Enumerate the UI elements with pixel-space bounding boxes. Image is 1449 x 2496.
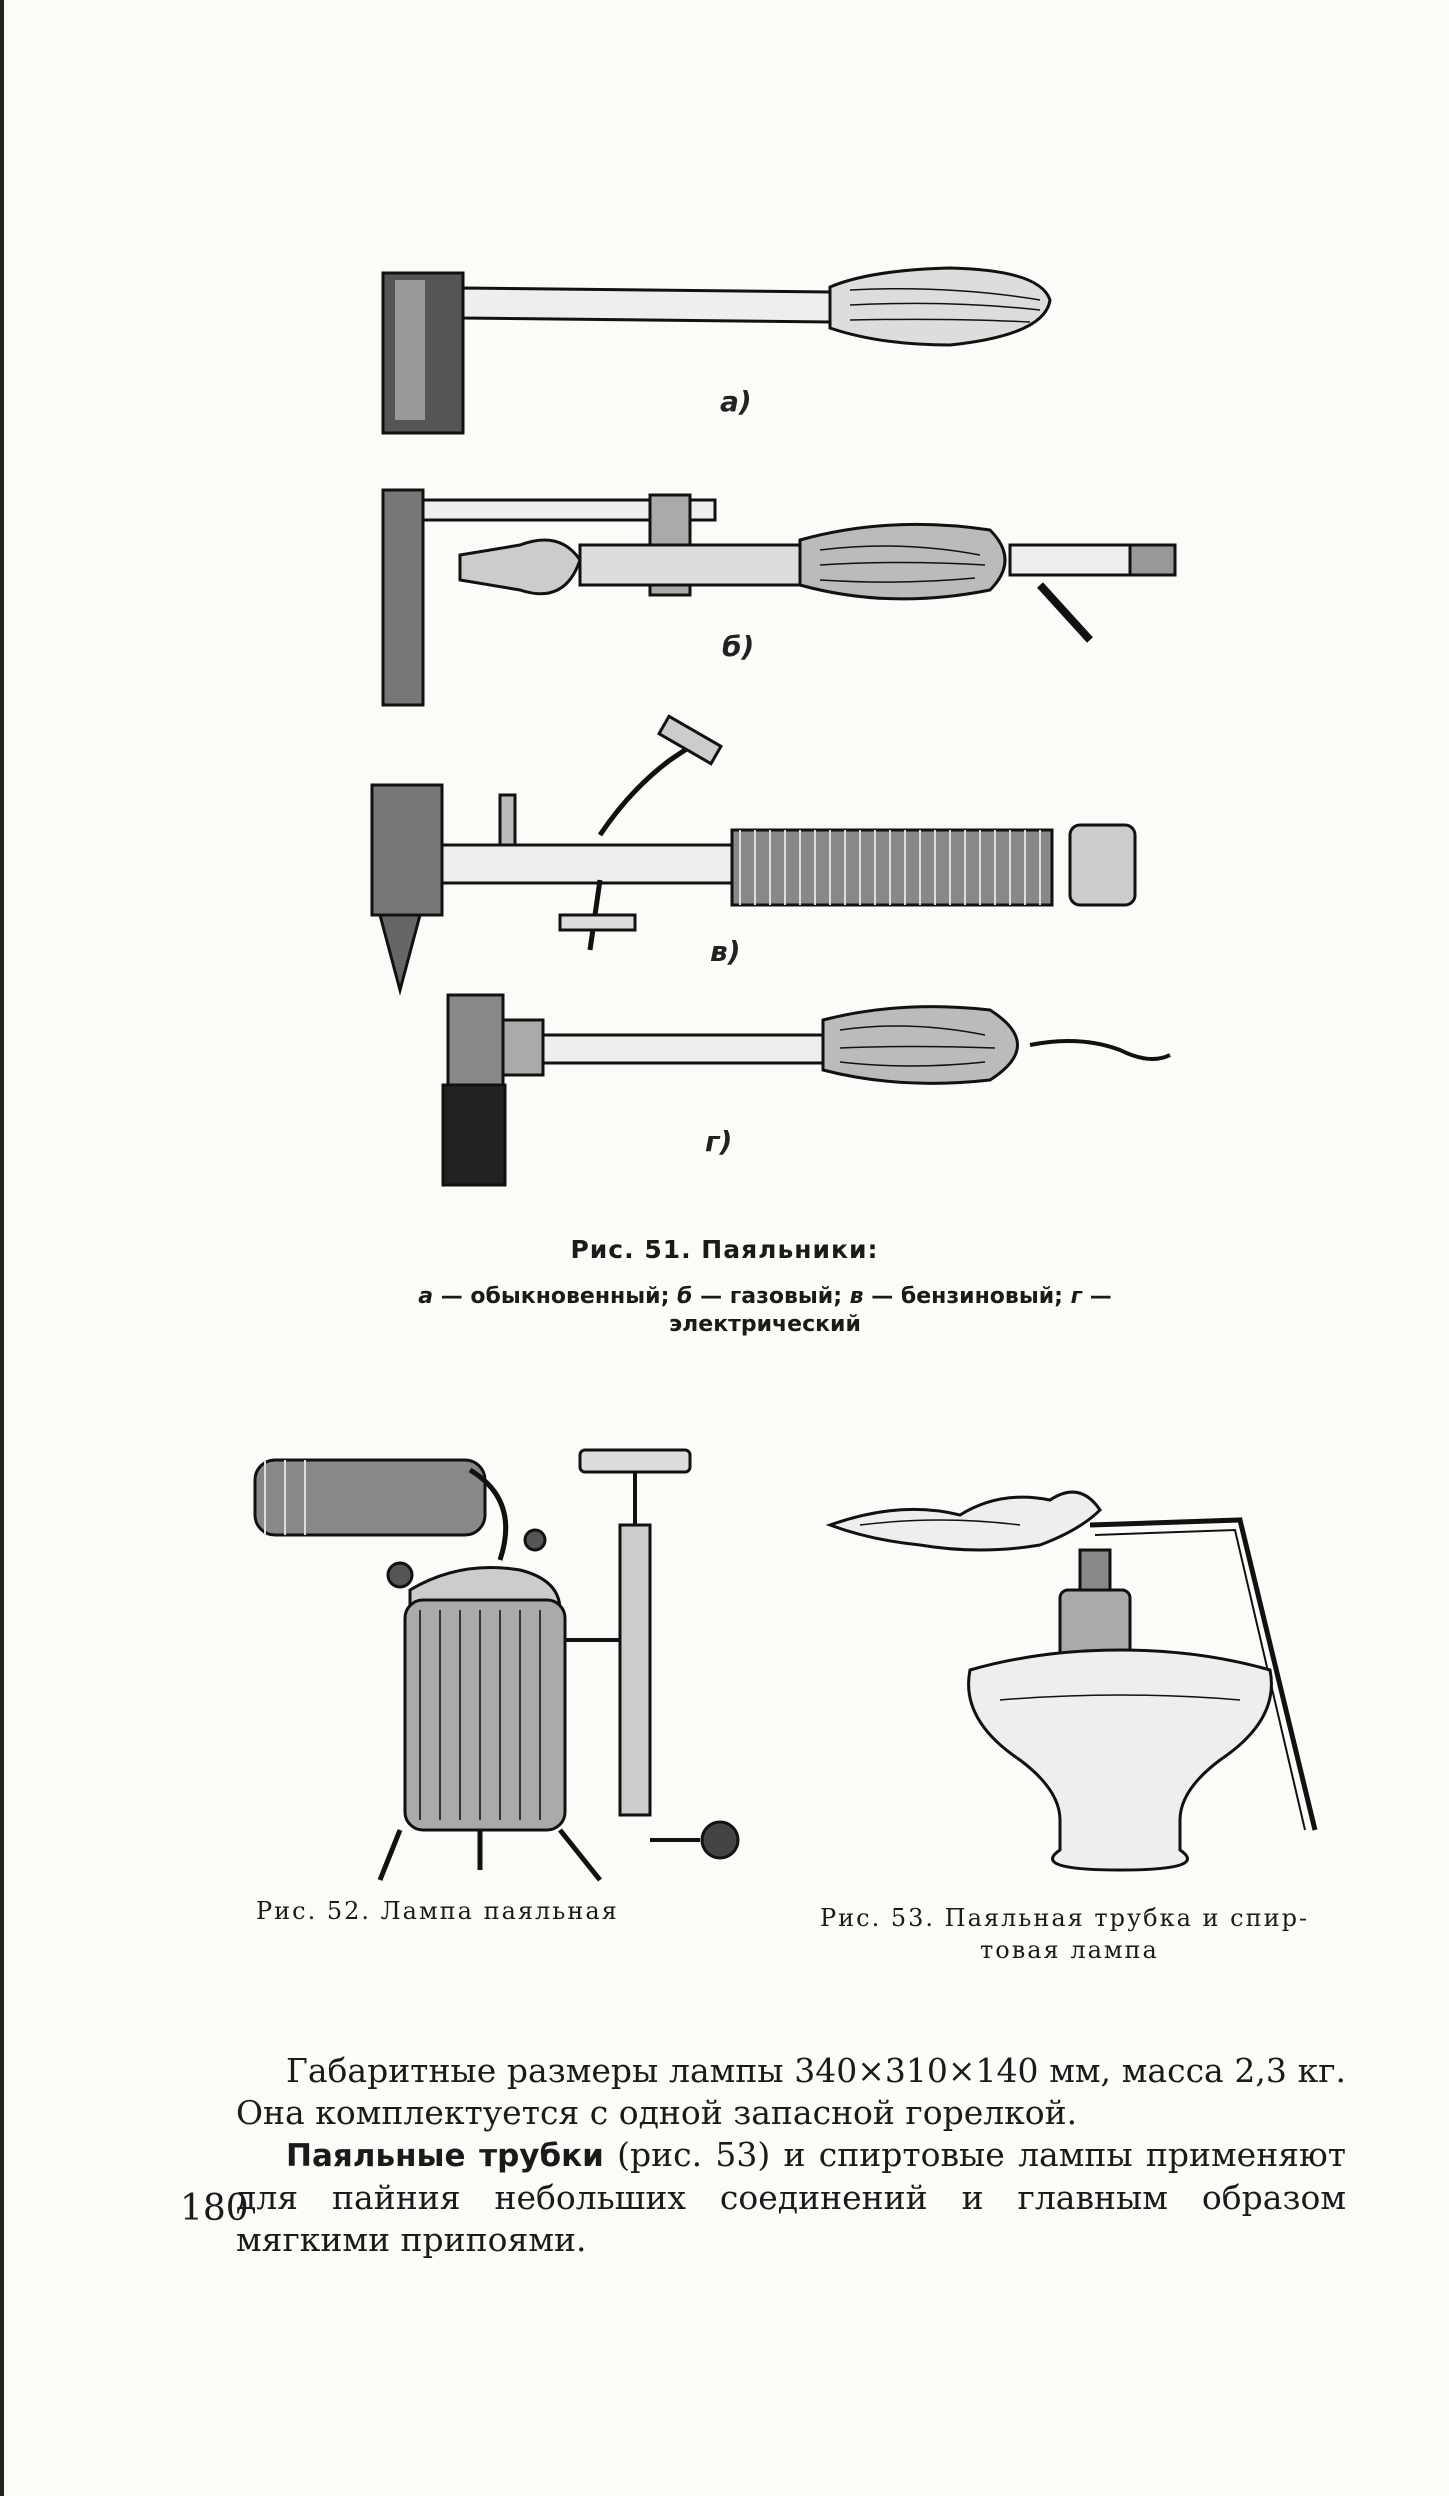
legend-text-a: — обыкновенный; — [433, 1284, 678, 1309]
body-text — [236, 2050, 1346, 2261]
page-number: 180 — [180, 2188, 249, 2229]
legend-text-b: — газовый; — [692, 1284, 850, 1309]
figure-51v-label: в) — [710, 935, 741, 968]
figure-51b-label: б) — [722, 630, 755, 663]
figure-53-caption-line1: Рис. 53. Паяльная трубка и спир- — [820, 1904, 1310, 1932]
paragraph-2 — [236, 2134, 1346, 2261]
legend-key-v: в — [849, 1284, 864, 1309]
figure-53-caption-line2: товая лампа — [980, 1936, 1159, 1964]
paragraph-2-bold-term: Паяльные трубки — [286, 2138, 604, 2174]
figure-51-title: Рис. 51. Паяльники: — [570, 1235, 879, 1264]
figure-52-caption: Рис. 52. Лампа паяльная — [256, 1897, 619, 1925]
paragraph-1: Габаритные размеры лампы 340×310×140 мм, масса 2,3 кг. Она комплектуется с одной запасной горелкой. — [236, 2051, 1346, 2132]
legend-line-2: электрический — [669, 1312, 861, 1337]
legend-key-a: а — [418, 1284, 434, 1309]
legend-text-g: — — [1082, 1284, 1112, 1309]
legend-text-v: — бензиновый; — [863, 1284, 1071, 1309]
figure-51a-label: а) — [720, 385, 752, 418]
paragraph-2-rest: (рис. 53) и спиртовые лампы применяют для пайния небольших соединений и главным образом мягкими припоями. — [236, 2135, 1346, 2259]
figure-51g-label: г) — [705, 1125, 733, 1158]
legend-key-b: б — [677, 1284, 693, 1309]
legend-key-g: г — [1070, 1284, 1083, 1309]
